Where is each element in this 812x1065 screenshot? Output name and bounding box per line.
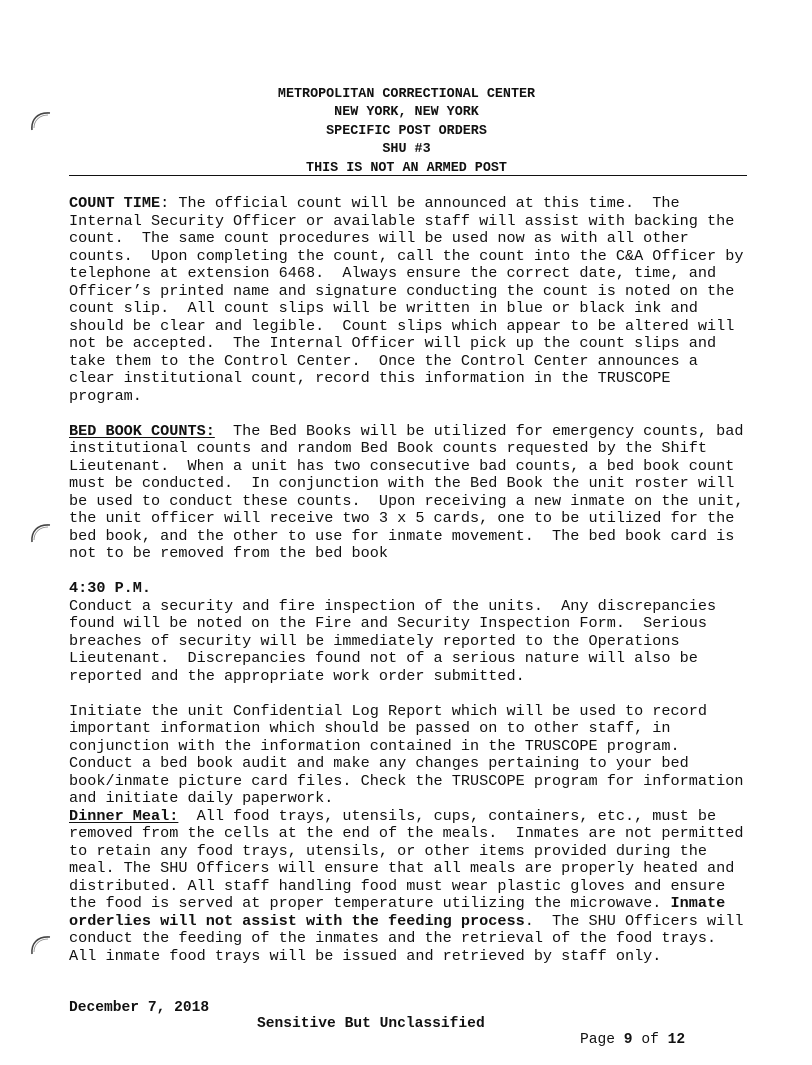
- header-institution: METROPOLITAN CORRECTIONAL CENTER: [277, 87, 536, 102]
- header-doc-type: SPECIFIC POST ORDERS: [326, 123, 487, 139]
- footer-page-prefix: Page: [580, 1032, 624, 1048]
- bed-book-heading: BED BOOK COUNTS:: [69, 421, 215, 440]
- header-location: NEW YORK, NEW YORK: [334, 105, 479, 121]
- time-430-heading: 4:30 P.M.: [69, 579, 152, 597]
- hole-punch-mark-icon: [28, 520, 54, 546]
- footer-page-number: [580, 1032, 685, 1048]
- document-footer: [69, 984, 751, 1064]
- footer-page-current: 9: [623, 1032, 633, 1048]
- bed-book-text: The Bed Books will be utilized for emergency counts, bad institutional counts and random Bed Book counts requested by the Shift Lieutenant. When a unit has two consecutive bad counts, a bed book count must be conducted. In conjunction with the Bed Book the unit roster will be used to conduct these counts. Upon receiving a new inmate on the unit, the unit officer will receive two 3 x 5 cards, one to be utilized for the bed book, and the other to use for inmate movement. The bed book card is not to be removed from the bed book: [69, 421, 753, 562]
- dinner-text-2: . The SHU Officers will conduct the feeding of the inmates and the retrieval of the food trays. All inmate food trays will be issued and retrieved by staff only.: [69, 911, 753, 965]
- document-body: [69, 195, 751, 965]
- count-time-text: : The official count will be announced at this time. The Internal Security Officer or available staff will assist with backing the count. The same count procedures will be used now as with all other counts. Upon completing the count, call the count into the C&A Officer by telephone at extension 6468. Always ensure the correct date, time, and Officer’s printed name and signature conducting the count is noted on the count slip. All count slips will be written in blue or black ink and should be clear and legible. Count slips which appear to be altered will not be accepted. The Internal Officer will pick up the count slips and take them to the Control Center. Once the Control Center announces a clear institutional count, record this information in the TRUSCOPE program.: [69, 194, 753, 405]
- dinner-bold-notice: Inmate orderlies will not assist with the feeding process: [69, 894, 735, 930]
- header-post: SHU #3: [382, 142, 431, 158]
- time-430-section: [69, 580, 751, 598]
- count-time-section: [69, 195, 751, 405]
- footer-classification: Sensitive But Unclassified: [257, 1016, 485, 1032]
- dinner-section: [69, 808, 751, 966]
- dinner-text-1: All food trays, utensils, cups, containers, etc., must be removed from the cells at the end of the meals. Inmates are not permitted to retain any food trays, utensils, or other items provided during the meal. The SHU Officers will ensure that all meals are properly heated and distributed. All staff handling food must wear plastic gloves and ensure the food is served at proper temperature utilizing the microwave.: [69, 806, 753, 912]
- bed-book-section: [69, 423, 751, 563]
- footer-date: December 7, 2018: [69, 1000, 210, 1016]
- footer-page-of: of: [632, 1032, 668, 1048]
- header-armed-notice: THIS IS NOT AN ARMED POST: [306, 160, 507, 176]
- hole-punch-mark-icon: [28, 932, 54, 958]
- time-430-text: Conduct a security and fire inspection of the units. Any discrepancies found will be noted on the Fire and Security Inspection Form. Serious breaches of security will be immediately reported to the Operations Lieutenant. Discrepancies found not of a serious nature will also be reported and the appropriate work order submitted.: [69, 596, 726, 685]
- hole-punch-mark-icon: [28, 108, 54, 134]
- document-header: [69, 86, 744, 178]
- footer-page-total: 12: [667, 1032, 686, 1048]
- dinner-heading: Dinner Meal:: [69, 806, 179, 825]
- count-time-heading: COUNT TIME: [69, 194, 161, 212]
- header-divider: [69, 175, 747, 176]
- log-report-text: Initiate the unit Confidential Log Report which will be used to record important information which should be passed on to other staff, in conjunction with the information contained in the TRUSCOPE program. Conduct a bed book audit and make any changes pertaining to your bed book/inmate picture card files. Check the TRUSCOPE program for information and initiate daily paperwork.: [69, 701, 753, 807]
